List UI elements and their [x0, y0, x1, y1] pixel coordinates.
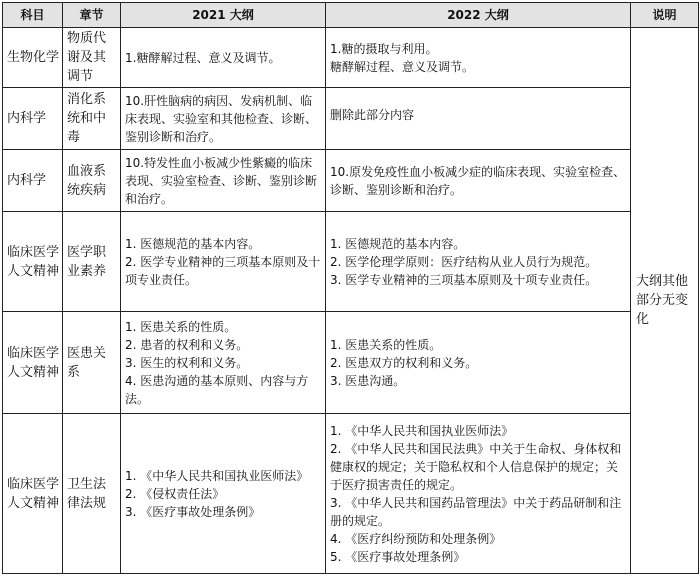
content-line: 3. 医学专业精神的三项基本原则及十项专业责任。: [330, 272, 598, 287]
header-2022: 2022 大纲: [326, 3, 631, 28]
row-chapter: 医学职业素养: [63, 212, 121, 312]
content-line: 2. 患者的权利和义务。: [125, 337, 249, 352]
content-line: 2. 医学伦理学原则：医疗结构从业人员行为规范。: [330, 254, 598, 269]
content-line: 2. 《侵权责任法》: [125, 486, 225, 501]
content-line: 1. 医患关系的性质。: [125, 319, 237, 334]
row-subject: 临床医学人文精神: [3, 414, 63, 574]
note-cell: 大纲其他部分无变化: [631, 28, 699, 574]
content-line: 1. 《中华人民共和国执业医师法》: [125, 468, 309, 483]
content-line: 10.肝性脑病的病因、发病机制、临床表现、实验室和其他检查、诊断、鉴别诊断和治疗。: [125, 93, 318, 144]
row-2021-content: [121, 88, 326, 150]
table-row: [3, 28, 699, 88]
row-subject: 临床医学人文精神: [3, 212, 63, 312]
row-chapter: 物质代谢及其调节: [63, 28, 121, 88]
content-line: 10.原发免疫性血小板减少症的临床表现、实验室检查、诊断、鉴别诊断和治疗。: [330, 164, 626, 197]
row-subject: 临床医学人文精神: [3, 312, 63, 414]
row-2022-content: [326, 28, 631, 88]
row-chapter: 血液系统疾病: [63, 150, 121, 212]
row-chapter: 卫生法律法规: [63, 414, 121, 574]
content-line: 1.糖酵解过程、意义及调节。: [125, 50, 281, 65]
syllabus-comparison-table: [2, 2, 699, 574]
row-2021-content: [121, 414, 326, 574]
row-2022-content: [326, 414, 631, 574]
content-line: 1. 医德规范的基本内容。: [125, 236, 261, 251]
header-chapter: 章节: [63, 3, 121, 28]
content-line: 4. 医患沟通的基本原则、内容与方法。: [125, 373, 309, 406]
content-line: 4. 《医疗纠纷预防和处理条例》: [330, 531, 502, 546]
table-row: [3, 212, 699, 312]
row-2022-content: [326, 212, 631, 312]
content-line: 3. 医生的权利和义务。: [125, 355, 249, 370]
row-subject: 生物化学: [3, 28, 63, 88]
row-chapter: 消化系统和中毒: [63, 88, 121, 150]
table-row: [3, 312, 699, 414]
header-subject: 科目: [3, 3, 63, 28]
content-line: 删除此部分内容: [330, 108, 415, 122]
row-2021-content: [121, 312, 326, 414]
content-line: 2. 医学专业精神的三项基本原则及十项专业责任。: [125, 254, 321, 287]
table-header-row: [3, 3, 699, 28]
content-line: 2. 《中华人民共和国民法典》中关于生命权、身体权和健康权的规定；关于隐私权和个人信息保护的规定；关于医疗损害责任的规定。: [330, 441, 622, 492]
content-line: 3. 医患沟通。: [330, 373, 406, 388]
row-2021-content: [121, 28, 326, 88]
content-line: 10.特发性血小板减少性紫癜的临床表现、实验室检查、诊断、鉴别诊断和治疗。: [125, 155, 318, 206]
content-line: 1. 医患关系的性质。: [330, 337, 442, 352]
table-row: [3, 150, 699, 212]
header-2021: 2021 大纲: [121, 3, 326, 28]
content-line: 3. 《中华人民共和国药品管理法》中关于药品研制和注册的规定。: [330, 495, 622, 528]
row-2022-content: [326, 150, 631, 212]
content-line: 1. 《中华人民共和国执业医师法》: [330, 423, 514, 438]
header-note: 说明: [631, 3, 699, 28]
content-line: 5. 《医疗事故处理条例》: [330, 549, 466, 564]
row-chapter: 医患关系: [63, 312, 121, 414]
table-row: [3, 88, 699, 150]
row-2022-content: [326, 88, 631, 150]
content-line: 糖酵解过程、意义及调节。: [330, 59, 475, 74]
row-subject: 内科学: [3, 88, 63, 150]
content-line: 1.糖的摄取与利用。: [330, 41, 438, 56]
row-2021-content: [121, 150, 326, 212]
row-2021-content: [121, 212, 326, 312]
row-2022-content: [326, 312, 631, 414]
content-line: 1. 医德规范的基本内容。: [330, 236, 466, 251]
table-row: [3, 414, 699, 574]
content-line: 2. 医患双方的权利和义务。: [330, 355, 478, 370]
row-subject: 内科学: [3, 150, 63, 212]
content-line: 3. 《医疗事故处理条例》: [125, 504, 261, 519]
